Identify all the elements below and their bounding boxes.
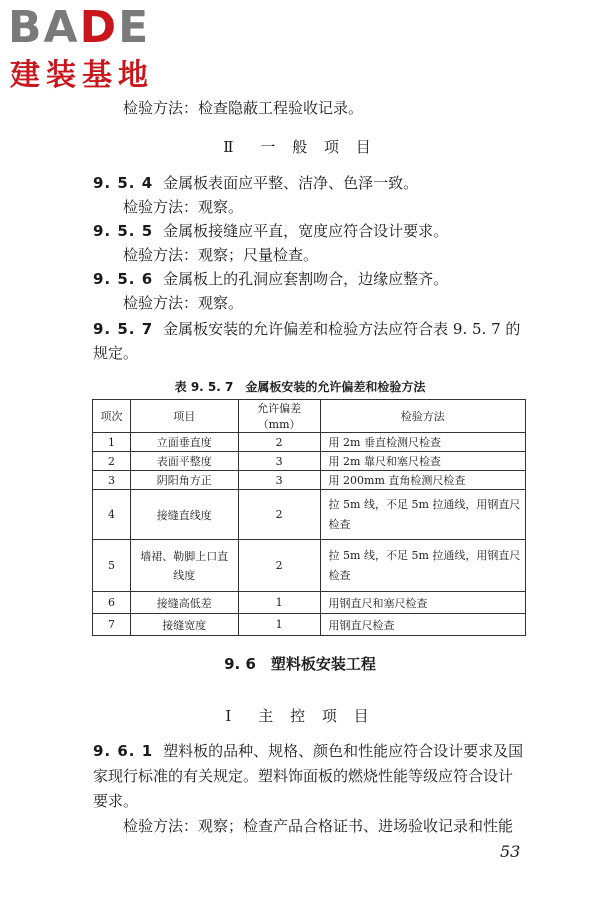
table-cell: 6 xyxy=(93,592,131,614)
table-cell: 5 xyxy=(93,540,131,592)
table-cell: 用钢直尺检查 xyxy=(320,614,525,636)
inspection-method: 检验方法：观察；尺量检查。 xyxy=(123,246,319,264)
table-row xyxy=(93,452,526,471)
table-header-cell: 检验方法 xyxy=(320,400,525,433)
table-header-row xyxy=(93,400,526,433)
table-row xyxy=(93,614,526,636)
paragraph-line: 规定。 xyxy=(93,344,139,362)
table-row xyxy=(93,490,526,540)
table-cell: 1 xyxy=(93,433,131,452)
table-cell: 表面平整度 xyxy=(130,452,238,471)
table-cell: 2 xyxy=(238,540,320,592)
table-cell: 1 xyxy=(238,614,320,636)
table-row xyxy=(93,433,526,452)
logo-subtitle: 建装基地 xyxy=(10,58,154,93)
table-cell: 用 2m 垂直检测尺检查 xyxy=(320,433,525,452)
table-cell: 立面垂直度 xyxy=(130,433,238,452)
table-cell: 阴阳角方正 xyxy=(130,471,238,490)
subsection-heading-main: Ⅰ 主 控 项 目 xyxy=(225,707,375,725)
inspection-method: 检验方法：观察；检查产品合格证书、进场验收记录和性能 xyxy=(123,817,514,835)
clause-9-5-4: 9. 5. 4 金属板表面应平整、洁净、色泽一致。 xyxy=(93,174,419,192)
table-cell: 2 xyxy=(238,433,320,452)
table-cell: 墙裙、勒脚上口直线度 xyxy=(130,540,238,592)
table-header-cell: 项目 xyxy=(130,400,238,433)
clause-9-6-1: 9. 6. 1 塑料板的品种、规格、颜色和性能应符合设计要求及国 xyxy=(93,742,524,760)
table-cell: 3 xyxy=(238,471,320,490)
bade-logo xyxy=(8,2,178,93)
paragraph-line: 要求。 xyxy=(93,792,139,810)
table-cell: 拉 5m 线，不足 5m 拉通线，用钢直尺检查 xyxy=(320,540,525,592)
table-cell: 2 xyxy=(93,452,131,471)
table-cell: 用 200mm 直角检测尺检查 xyxy=(320,471,525,490)
table-cell: 7 xyxy=(93,614,131,636)
table-cell: 用钢直尺和塞尺检查 xyxy=(320,592,525,614)
paragraph-line: 家现行标准的有关规定。塑料饰面板的燃烧性能等级应符合设计 xyxy=(93,767,514,785)
table-cell: 接缝宽度 xyxy=(130,614,238,636)
table-cell: 拉 5m 线，不足 5m 拉通线，用钢直尺检查 xyxy=(320,490,525,540)
deviation-table xyxy=(92,399,526,636)
table-cell: 3 xyxy=(238,452,320,471)
inspection-method: 检验方法：观察。 xyxy=(123,198,244,216)
table-cell: 3 xyxy=(93,471,131,490)
table-cell: 4 xyxy=(93,490,131,540)
clause-9-5-7: 9. 5. 7 金属板安装的允许偏差和检验方法应符合表 9. 5. 7 的 xyxy=(93,320,521,338)
table-cell: 接缝直线度 xyxy=(130,490,238,540)
paragraph-line: 检验方法：检查隐蔽工程验收记录。 xyxy=(123,99,364,117)
table-cell: 1 xyxy=(238,592,320,614)
subsection-heading-general: Ⅱ 一 般 项 目 xyxy=(223,138,377,156)
page-number: 53 xyxy=(500,842,521,861)
table-caption: 表 9. 5. 7 金属板安装的允许偏差和检验方法 xyxy=(174,380,426,394)
table-cell: 用 2m 靠尺和塞尺检查 xyxy=(320,452,525,471)
table-row xyxy=(93,471,526,490)
logo-mark: BADE xyxy=(8,2,151,53)
section-heading-9-6: 9. 6 塑料板安装工程 xyxy=(224,655,376,673)
clause-9-5-6: 9. 5. 6 金属板上的孔洞应套割吻合，边缘应整齐。 xyxy=(93,270,449,288)
table-header-cell: 项次 xyxy=(93,400,131,433)
table-row xyxy=(93,592,526,614)
table-cell: 接缝高低差 xyxy=(130,592,238,614)
table-row xyxy=(93,540,526,592)
table-header-cell: 允许偏差（mm） xyxy=(238,400,320,433)
inspection-method: 检验方法：观察。 xyxy=(123,294,244,312)
clause-9-5-5: 9. 5. 5 金属板接缝应平直，宽度应符合设计要求。 xyxy=(93,222,449,240)
table-cell: 2 xyxy=(238,490,320,540)
